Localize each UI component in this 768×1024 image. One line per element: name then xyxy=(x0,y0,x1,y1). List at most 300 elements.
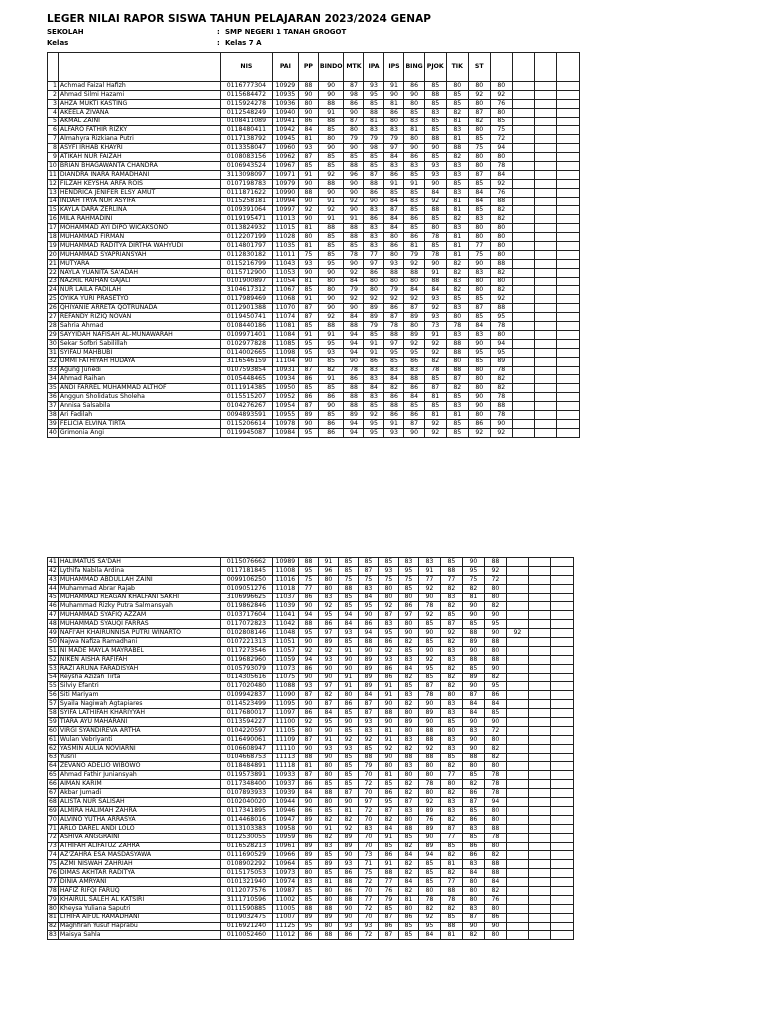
empty-cell xyxy=(534,233,556,242)
empty-cell xyxy=(550,815,573,824)
grade-cell: 90 xyxy=(344,179,364,188)
grade-cell: 85 xyxy=(398,931,418,940)
empty-cell xyxy=(528,895,550,904)
grade-cell: 88 xyxy=(424,277,446,286)
grade-cell: 91 xyxy=(364,348,384,357)
grade-cell: 72 xyxy=(358,780,378,789)
grade-cell: 84 xyxy=(462,869,484,878)
table-row xyxy=(48,771,574,780)
grade-cell: 75 xyxy=(298,575,318,584)
grade-cell: 86 xyxy=(384,242,404,251)
grade-cell: 75 xyxy=(378,575,398,584)
nisn-cell: 0114801797 xyxy=(220,242,272,251)
grade-cell: 88 xyxy=(440,566,462,575)
grade-cell: 88 xyxy=(418,726,440,735)
grade-cell: 87 xyxy=(364,170,384,179)
grade-cell: 80 xyxy=(484,815,506,824)
grade-cell: 82 xyxy=(490,375,512,384)
grade-cell: 87 xyxy=(384,206,404,215)
grade-cell: 86 xyxy=(338,869,358,878)
table-row xyxy=(48,233,580,242)
grade-cell: 72 xyxy=(484,726,506,735)
row-number: 23 xyxy=(49,277,57,285)
empty-cell xyxy=(512,410,534,419)
nis-cell: 10941 xyxy=(272,117,298,126)
grade-cell: 78 xyxy=(490,162,512,171)
grade-cell: 86 xyxy=(378,673,398,682)
grade-cell: 80 xyxy=(384,277,404,286)
grade-cell: 87 xyxy=(318,700,338,709)
row-number: 32 xyxy=(49,357,57,365)
grade-cell: 72 xyxy=(358,878,378,887)
grade-cell: 92 xyxy=(506,629,528,638)
grade-cell: 90 xyxy=(424,144,446,153)
grade-cell: 90 xyxy=(484,922,506,931)
grade-cell: 75 xyxy=(398,575,418,584)
nisn-cell: 0119682960 xyxy=(220,655,272,664)
empty-cell xyxy=(506,558,528,567)
table-row xyxy=(48,922,574,931)
grade-cell: 83 xyxy=(364,233,384,242)
grade-cell: 86 xyxy=(484,913,506,922)
grade-cell: 88 xyxy=(338,584,358,593)
student-name: ALMIRA HALIMAH ZAHRA xyxy=(58,806,220,815)
table-row xyxy=(48,277,580,286)
grade-cell: 79 xyxy=(364,135,384,144)
grade-cell: 85 xyxy=(338,771,358,780)
grade-cell: 85 xyxy=(338,638,358,647)
grade-cell: 70 xyxy=(358,913,378,922)
grade-cell: 92 xyxy=(468,90,490,99)
grade-cell: 89 xyxy=(298,851,318,860)
grade-cell: 87 xyxy=(446,375,468,384)
empty-cell xyxy=(512,242,534,251)
grade-cell: 88 xyxy=(404,268,424,277)
student-name: ALISTA NUR SALISAH xyxy=(58,798,220,807)
grade-cell: 82 xyxy=(398,638,418,647)
grade-cell: 86 xyxy=(358,620,378,629)
grade-cell: 76 xyxy=(484,895,506,904)
table-row xyxy=(48,700,574,709)
row-number: 3 xyxy=(48,99,59,108)
grade-cell: 85 xyxy=(468,295,490,304)
empty-cell xyxy=(506,584,528,593)
table-row xyxy=(48,558,574,567)
grade-cell: 90 xyxy=(468,402,490,411)
empty-cell xyxy=(528,886,550,895)
grade-cell: 95 xyxy=(418,664,440,673)
table-row xyxy=(48,330,580,339)
student-name: MUTYARA xyxy=(58,259,220,268)
nisn-cell: 0107221313 xyxy=(220,638,272,647)
grade-cell: 82 xyxy=(440,673,462,682)
grade-cell: 94 xyxy=(344,419,364,428)
nisn-cell: 0118484891 xyxy=(220,762,272,771)
table-row xyxy=(48,762,574,771)
grade-cell: 95 xyxy=(318,339,344,348)
grade-cell: 89 xyxy=(358,673,378,682)
grade-cell: 81 xyxy=(446,233,468,242)
empty-cell xyxy=(506,878,528,887)
grade-cell: 78 xyxy=(418,780,440,789)
grade-cell: 89 xyxy=(298,410,318,419)
grade-cell: 84 xyxy=(404,393,424,402)
nisn-cell: 0106943524 xyxy=(220,162,272,171)
nis-cell: 11054 xyxy=(272,277,298,286)
grade-cell: 84 xyxy=(398,664,418,673)
grade-cell: 82 xyxy=(440,869,462,878)
grade-cell: 91 xyxy=(378,860,398,869)
grade-cell: 90 xyxy=(378,753,398,762)
nis-cell: 10954 xyxy=(272,402,298,411)
grade-cell: 84 xyxy=(468,188,490,197)
grade-cell: 94 xyxy=(298,655,318,664)
empty-cell xyxy=(550,664,573,673)
nisn-cell: 0117989469 xyxy=(220,295,272,304)
row-number: 6 xyxy=(48,126,59,135)
grade-cell: 92 xyxy=(424,197,446,206)
empty-cell xyxy=(512,304,534,313)
row-number: 1 xyxy=(48,82,59,91)
empty-cell xyxy=(506,762,528,771)
row-number: 28 xyxy=(49,321,57,329)
grade-cell: 87 xyxy=(338,789,358,798)
empty-cell xyxy=(512,179,534,188)
student-name: Yusril xyxy=(58,753,220,762)
student-name: MUHAMMAD SYAPRIANSYAH xyxy=(58,250,220,259)
grade-cell: 82 xyxy=(398,842,418,851)
empty-cell xyxy=(506,638,528,647)
empty-cell xyxy=(534,242,556,251)
grade-cell: 91 xyxy=(384,179,404,188)
nis-cell: 11073 xyxy=(272,664,298,673)
empty-cell xyxy=(556,348,579,357)
nis-cell: 11039 xyxy=(272,602,298,611)
grade-cell: 86 xyxy=(318,620,338,629)
grade-cell: 80 xyxy=(418,789,440,798)
grade-cell: 86 xyxy=(344,375,364,384)
row-number: 22 xyxy=(49,268,57,276)
student-name: TIARA AYU MAHARANI xyxy=(58,718,220,727)
grade-cell: 80 xyxy=(490,330,512,339)
grade-cell: 84 xyxy=(364,384,384,393)
grade-cell: 88 xyxy=(446,366,468,375)
empty-cell xyxy=(550,575,573,584)
empty-cell xyxy=(534,393,556,402)
nis-cell: 11105 xyxy=(272,726,298,735)
row-number: 61 xyxy=(49,735,57,743)
grade-cell: 80 xyxy=(446,313,468,322)
empty-cell xyxy=(506,700,528,709)
grade-cell: 84 xyxy=(404,286,424,295)
grade-cell: 84 xyxy=(484,878,506,887)
grade-cell: 90 xyxy=(318,90,344,99)
empty-cell xyxy=(550,780,573,789)
grade-cell: 80 xyxy=(446,357,468,366)
grade-cell: 86 xyxy=(384,170,404,179)
empty-cell xyxy=(528,860,550,869)
grade-cell: 70 xyxy=(358,842,378,851)
empty-cell xyxy=(506,842,528,851)
grade-cell: 85 xyxy=(398,682,418,691)
grade-cell: 83 xyxy=(446,224,468,233)
row-number: 4 xyxy=(48,108,59,117)
grade-cell: 83 xyxy=(398,762,418,771)
grade-cell: 81 xyxy=(446,206,468,215)
grade-cell: 87 xyxy=(358,566,378,575)
grade-cell: 88 xyxy=(298,558,318,567)
grade-cell: 91 xyxy=(424,330,446,339)
grade-cell: 80 xyxy=(398,709,418,718)
empty-cell xyxy=(512,277,534,286)
empty-cell xyxy=(550,895,573,904)
empty-cell xyxy=(556,357,579,366)
row-number: 63 xyxy=(49,753,57,761)
grade-cell: 85 xyxy=(468,313,490,322)
empty-cell xyxy=(534,90,556,99)
student-name: UMMI FATHIYAH HUDAYA xyxy=(58,357,220,366)
grade-cell: 92 xyxy=(490,90,512,99)
nis-cell: 11109 xyxy=(272,735,298,744)
grade-cell: 85 xyxy=(404,188,424,197)
grade-cell: 85 xyxy=(440,842,462,851)
grade-cell: 90 xyxy=(484,629,506,638)
grade-cell: 90 xyxy=(358,646,378,655)
grade-cell: 88 xyxy=(484,869,506,878)
header-cell-empty xyxy=(534,53,556,82)
nis-cell: 11085 xyxy=(272,339,298,348)
grade-cell: 83 xyxy=(358,726,378,735)
grade-cell: 92 xyxy=(298,718,318,727)
grade-cell: 86 xyxy=(378,851,398,860)
grade-cell: 89 xyxy=(318,638,338,647)
grade-cell: 79 xyxy=(344,135,364,144)
grade-cell: 95 xyxy=(378,798,398,807)
grade-cell: 89 xyxy=(404,313,424,322)
grade-cell: 86 xyxy=(364,188,384,197)
student-name: ASYFI IRHAB KHAYRI xyxy=(58,144,220,153)
nisn-cell: 0116777304 xyxy=(220,82,272,91)
empty-cell xyxy=(556,206,579,215)
nis-cell: 10944 xyxy=(272,798,298,807)
student-name: Ari Fadilah xyxy=(58,410,220,419)
empty-cell xyxy=(506,753,528,762)
grade-cell: 83 xyxy=(446,277,468,286)
row-number: 65 xyxy=(49,771,57,779)
student-name: Syaila Nagiwah Agtapiares xyxy=(58,700,220,709)
nis-cell: 11028 xyxy=(272,233,298,242)
grade-cell: 78 xyxy=(424,233,446,242)
empty-cell xyxy=(550,798,573,807)
grade-cell: 85 xyxy=(424,242,446,251)
grade-cell: 83 xyxy=(398,691,418,700)
grade-cell: 95 xyxy=(298,339,318,348)
student-name: Muhammad Rizky Putra Salmansyah xyxy=(58,602,220,611)
grade-cell: 83 xyxy=(398,806,418,815)
grade-cell: 81 xyxy=(298,277,318,286)
grade-cell: 84 xyxy=(318,709,338,718)
nisn-cell: 0102977828 xyxy=(220,339,272,348)
table-row xyxy=(48,798,574,807)
grade-cell: 88 xyxy=(318,931,338,940)
grade-cell: 82 xyxy=(318,691,338,700)
table-row xyxy=(48,869,574,878)
grade-cell: 90 xyxy=(418,833,440,842)
grade-cell: 86 xyxy=(462,851,484,860)
grade-cell: 81 xyxy=(378,771,398,780)
empty-cell xyxy=(556,188,579,197)
table-row xyxy=(48,806,574,815)
grade-cell: 90 xyxy=(298,357,318,366)
student-name: DIANDRA INARA RAMADHANI xyxy=(58,170,220,179)
grade-cell: 80 xyxy=(484,806,506,815)
grade-cell: 82 xyxy=(468,117,490,126)
empty-cell xyxy=(512,286,534,295)
grade-cell: 88 xyxy=(344,384,364,393)
empty-cell xyxy=(528,842,550,851)
row-number: 81 xyxy=(49,913,57,921)
grade-cell: 88 xyxy=(298,82,318,91)
grade-cell: 89 xyxy=(490,357,512,366)
student-name: AHZA MUKTI KASTING xyxy=(58,99,220,108)
grade-cell: 83 xyxy=(364,393,384,402)
nisn-cell: 0117680017 xyxy=(220,709,272,718)
grade-cell: 85 xyxy=(418,878,440,887)
grade-cell: 85 xyxy=(446,419,468,428)
empty-cell xyxy=(534,339,556,348)
grade-cell: 80 xyxy=(462,878,484,887)
student-name: MUHAMMAD SYAUQI FARRAS xyxy=(58,620,220,629)
grade-cell: 97 xyxy=(384,144,404,153)
grade-cell: 95 xyxy=(364,419,384,428)
grade-cell: 94 xyxy=(338,611,358,620)
table-row xyxy=(48,611,574,620)
student-name: ARLO DAREL ANDI LOLO xyxy=(58,824,220,833)
grade-cell: 85 xyxy=(424,99,446,108)
grade-cell: 85 xyxy=(490,117,512,126)
table-row xyxy=(48,718,574,727)
empty-cell xyxy=(550,700,573,709)
student-name: AKMAL ZAINI xyxy=(58,117,220,126)
grade-cell: 83 xyxy=(364,224,384,233)
nis-cell: 11057 xyxy=(272,646,298,655)
student-name: ALFARO FATHIR RIZKY xyxy=(58,126,220,135)
empty-cell xyxy=(550,673,573,682)
table-row xyxy=(48,170,580,179)
empty-cell xyxy=(506,780,528,789)
grade-cell: 84 xyxy=(384,197,404,206)
grade-cell: 80 xyxy=(484,735,506,744)
nisn-cell: 0107593854 xyxy=(220,366,272,375)
nis-cell: 10961 xyxy=(272,842,298,851)
meta-value: SMP NEGERI 1 TANAH GROGOT xyxy=(225,28,347,36)
empty-cell xyxy=(512,313,534,322)
empty-cell xyxy=(534,179,556,188)
nis-cell: 11051 xyxy=(272,638,298,647)
grade-cell: 82 xyxy=(378,815,398,824)
grade-cell: 95 xyxy=(398,566,418,575)
nisn-cell: 0112530055 xyxy=(220,833,272,842)
nisn-cell: 0116528213 xyxy=(220,842,272,851)
grade-cell: 88 xyxy=(490,402,512,411)
grade-cell: 82 xyxy=(424,357,446,366)
grade-cell: 89 xyxy=(358,664,378,673)
grade-cell: 92 xyxy=(344,268,364,277)
grade-cell: 80 xyxy=(398,726,418,735)
nisn-cell: 0115258181 xyxy=(220,197,272,206)
grade-cell: 85 xyxy=(318,153,344,162)
grade-cell: 78 xyxy=(344,250,364,259)
empty-cell xyxy=(550,584,573,593)
grade-cell: 85 xyxy=(318,357,344,366)
empty-cell xyxy=(506,744,528,753)
table-row xyxy=(48,895,574,904)
row-number: 25 xyxy=(49,295,57,303)
grade-cell: 80 xyxy=(490,82,512,91)
table-row xyxy=(48,593,574,602)
grade-cell: 80 xyxy=(298,99,318,108)
grade-cell: 90 xyxy=(318,753,338,762)
nis-cell: 10946 xyxy=(272,806,298,815)
grade-cell: 92 xyxy=(484,566,506,575)
grade-cell: 83 xyxy=(404,162,424,171)
grade-cell: 92 xyxy=(364,295,384,304)
grade-cell: 82 xyxy=(398,673,418,682)
grade-cell: 86 xyxy=(404,410,424,419)
grade-cell: 84 xyxy=(384,375,404,384)
nis-cell: 11015 xyxy=(272,224,298,233)
grade-cell: 80 xyxy=(378,593,398,602)
grade-cell: 82 xyxy=(490,384,512,393)
nis-cell: 10950 xyxy=(272,384,298,393)
grade-cell: 78 xyxy=(484,780,506,789)
grade-cell: 93 xyxy=(364,82,384,91)
grade-cell: 84 xyxy=(462,709,484,718)
grade-cell: 82 xyxy=(484,851,506,860)
empty-cell xyxy=(534,304,556,313)
row-number: 60 xyxy=(49,726,57,734)
empty-cell xyxy=(506,620,528,629)
empty-cell xyxy=(528,789,550,798)
row-number: 26 xyxy=(49,304,57,312)
grade-cell: 88 xyxy=(490,259,512,268)
grade-cell: 89 xyxy=(298,913,318,922)
grade-cell: 89 xyxy=(318,860,338,869)
grade-cell: 85 xyxy=(404,206,424,215)
empty-cell xyxy=(528,629,550,638)
grade-cell: 80 xyxy=(418,886,440,895)
nisn-cell: 0106608947 xyxy=(220,744,272,753)
empty-cell xyxy=(550,655,573,664)
student-name: INDAH TRYA NUR ASYIFA xyxy=(58,197,220,206)
empty-cell xyxy=(528,558,550,567)
grade-cell: 93 xyxy=(338,744,358,753)
empty-cell xyxy=(506,824,528,833)
grade-cell: 80 xyxy=(468,375,490,384)
grade-cell: 89 xyxy=(298,815,318,824)
row-number: 47 xyxy=(49,611,57,619)
row-number: 67 xyxy=(49,789,57,796)
grade-cell: 92 xyxy=(344,295,364,304)
grade-cell: 83 xyxy=(468,330,490,339)
grade-cell: 88 xyxy=(344,162,364,171)
grade-cell: 90 xyxy=(378,718,398,727)
empty-cell xyxy=(534,215,556,224)
nisn-cell: 0114002665 xyxy=(220,348,272,357)
nisn-cell: 0109391064 xyxy=(220,206,272,215)
grade-cell: 83 xyxy=(404,366,424,375)
grade-cell: 86 xyxy=(298,393,318,402)
